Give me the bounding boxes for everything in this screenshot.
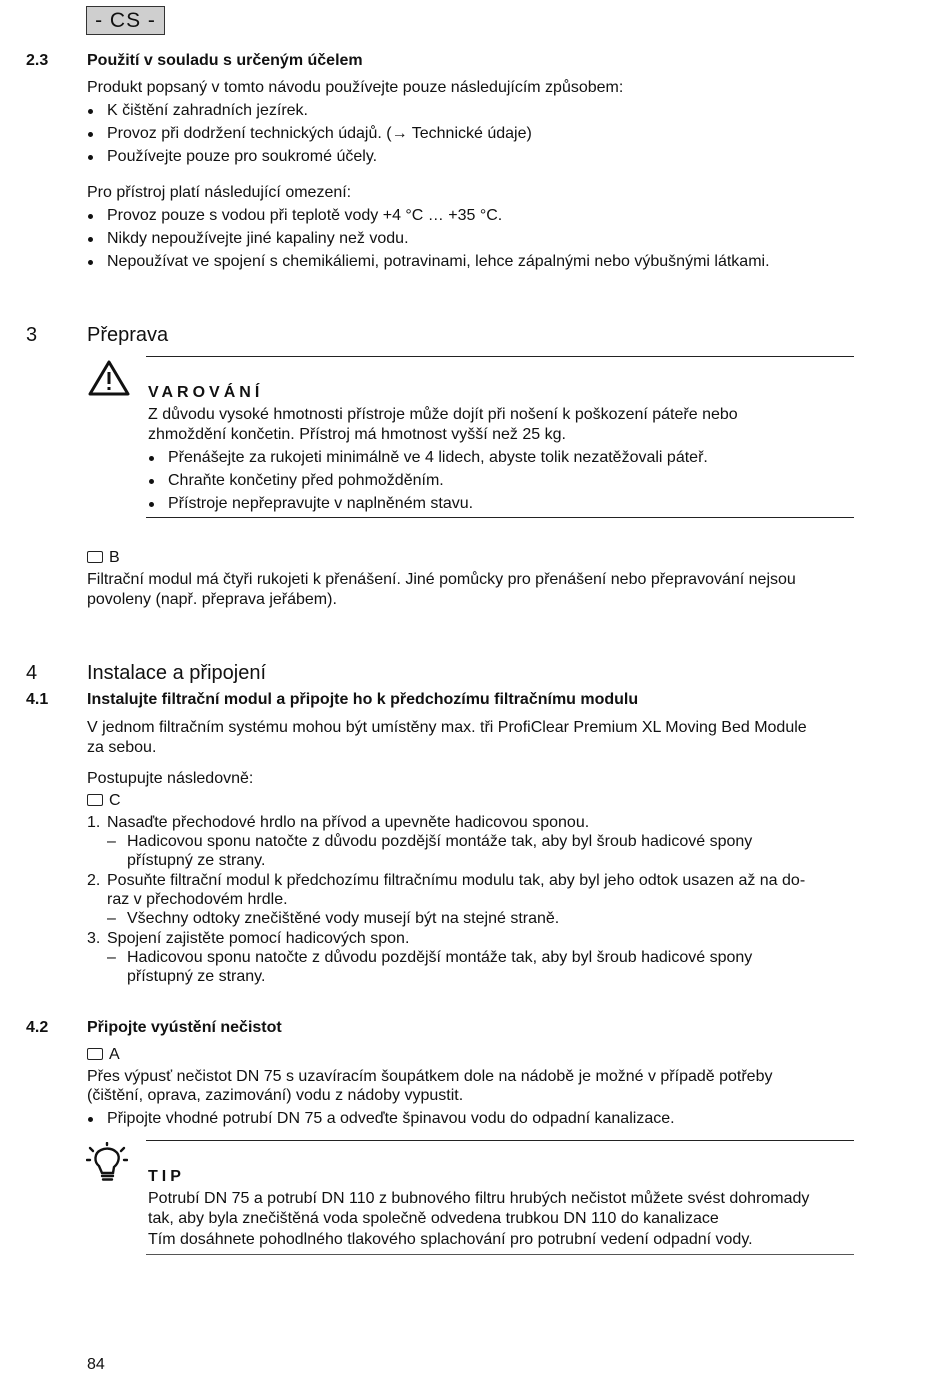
limit-item: Provoz pouze s vodou při teplotě vody +4 °C … +35 °C. bbox=[107, 207, 503, 224]
tip-text: tak, aby byla znečištěná voda společně odvedena trubkou DN 110 do kanalizace bbox=[148, 1210, 719, 1227]
transport-text: Filtrační modul má čtyři rukojeti k přenášení. Jiné pomůcky pro přenášení nebo přepravování nejsou bbox=[87, 571, 796, 588]
figure-ref-a: A bbox=[87, 1045, 120, 1065]
warning-text: zhmoždění končetin. Přístroj má hmotnost vyšší než 25 kg. bbox=[148, 426, 566, 443]
language-tag: - CS - bbox=[86, 6, 165, 35]
use-item: K čištění zahradních jezírek. bbox=[107, 102, 308, 119]
section-2-3-title: Použití v souladu s určeným účelem bbox=[87, 52, 363, 69]
step-number: 1. bbox=[87, 814, 101, 831]
figure-box-icon bbox=[87, 794, 103, 806]
chapter-4-title: Instalace a připojení bbox=[87, 662, 267, 684]
section-4-2-number: 4.2 bbox=[26, 1019, 49, 1036]
figure-ref-c: C bbox=[87, 791, 121, 811]
install-text: V jednom filtračním systému mohou být umístěny max. tři ProfiClear Premium XL Moving Bed Module bbox=[87, 719, 807, 736]
tip-top-rule bbox=[146, 1140, 854, 1141]
page-number: 84 bbox=[87, 1356, 105, 1373]
section-4-1-title: Instalujte filtrační modul a připojte ho k předchozímu filtračnímu modulu bbox=[87, 691, 639, 708]
step-text: raz v přechodovém hrdle. bbox=[107, 891, 288, 908]
section-4-1-number: 4.1 bbox=[26, 691, 49, 708]
tip-text: Tím dosáhnete pohodlného tlakového splachování pro potrubní vedení odpadní vody. bbox=[148, 1231, 753, 1248]
tip-title: TIP bbox=[148, 1168, 185, 1185]
warning-bottom-rule bbox=[146, 517, 854, 518]
section-2-3-number: 2.3 bbox=[26, 52, 49, 69]
use-item: Provoz při dodržení technických údajů. (→ Technické údaje) bbox=[107, 125, 532, 142]
figure-box-icon bbox=[87, 551, 103, 563]
transport-text: povoleny (např. přeprava jeřábem). bbox=[87, 591, 337, 608]
warning-text: Z důvodu vysoké hmotnosti přístroje může dojít při nošení k poškození páteře nebo bbox=[148, 406, 738, 423]
figure-ref-b: B bbox=[87, 548, 120, 568]
warning-top-rule bbox=[146, 356, 854, 357]
step-sub-dash: – bbox=[107, 949, 116, 966]
warning-bullet: Přenášejte za rukojeti minimálně ve 4 lidech, abyste tolik nezatěžovali páteř. bbox=[168, 449, 708, 466]
chapter-4-number: 4 bbox=[26, 662, 38, 684]
drain-bullet: Připojte vhodné potrubí DN 75 a odveďte špinavou vodu do odpadní kanalizace. bbox=[107, 1110, 675, 1127]
install-text: za sebou. bbox=[87, 739, 157, 756]
warning-bullet: Chraňte končetiny před pohmožděním. bbox=[168, 472, 444, 489]
section-2-3-intro: Produkt popsaný v tomto návodu používejte pouze následujícím způsobem: bbox=[87, 79, 624, 96]
step-number: 2. bbox=[87, 872, 101, 889]
limit-item: Nikdy nepoužívejte jiné kapaliny než vodu. bbox=[107, 230, 409, 247]
step-sub-text: Hadicovou sponu natočte z důvodu pozdější montáže tak, aby byl šroub hadicové spony bbox=[127, 949, 753, 966]
step-text: Spojení zajistěte pomocí hadicových spon. bbox=[107, 930, 410, 947]
step-sub-text: Hadicovou sponu natočte z důvodu pozdější montáže tak, aby byl šroub hadicové spony bbox=[127, 833, 753, 850]
drain-text: Přes výpusť nečistot DN 75 s uzavíracím šoupátkem dole na nádobě je možné v případě potřeby bbox=[87, 1068, 773, 1085]
step-sub-dash: – bbox=[107, 910, 116, 927]
step-sub-dash: – bbox=[107, 833, 116, 850]
drain-text: (čištění, oprava, zazimování) vodu z nádoby vypustit. bbox=[87, 1087, 464, 1104]
use-item: Používejte pouze pro soukromé účely. bbox=[107, 148, 378, 165]
step-text: Posuňte filtrační modul k předchozímu filtračnímu modulu tak, aby byl jeho odtok usazen až na do- bbox=[107, 872, 806, 889]
step-number: 3. bbox=[87, 930, 101, 947]
step-sub-text: přístupný ze strany. bbox=[127, 968, 266, 985]
step-sub-text: přístupný ze strany. bbox=[127, 852, 266, 869]
step-sub-text: Všechny odtoky znečištěné vody musejí být na stejné straně. bbox=[127, 910, 560, 927]
section-4-2-title: Připojte vyústění nečistot bbox=[87, 1019, 282, 1036]
step-text: Nasaďte přechodové hrdlo na přívod a upevněte hadicovou sponou. bbox=[107, 814, 590, 831]
warning-bullet: Přístroje nepřepravujte v naplněném stavu. bbox=[168, 495, 474, 512]
limits-intro: Pro přístroj platí následující omezení: bbox=[87, 184, 352, 201]
chapter-3-title: Přeprava bbox=[87, 324, 169, 346]
limit-item: Nepoužívat ve spojení s chemikáliemi, potravinami, lehce zápalnými nebo výbušnými látkami. bbox=[107, 253, 770, 270]
proceed-text: Postupujte následovně: bbox=[87, 770, 254, 787]
lightbulb-icon bbox=[86, 1142, 128, 1191]
chapter-3-number: 3 bbox=[26, 324, 38, 346]
warning-title: VAROVÁNÍ bbox=[148, 384, 264, 401]
tip-bottom-rule bbox=[146, 1254, 854, 1255]
warning-triangle-icon bbox=[87, 359, 131, 402]
tip-text: Potrubí DN 75 a potrubí DN 110 z bubnového filtru hrubých nečistot můžete svést dohromady bbox=[148, 1190, 810, 1207]
figure-box-icon bbox=[87, 1048, 103, 1060]
